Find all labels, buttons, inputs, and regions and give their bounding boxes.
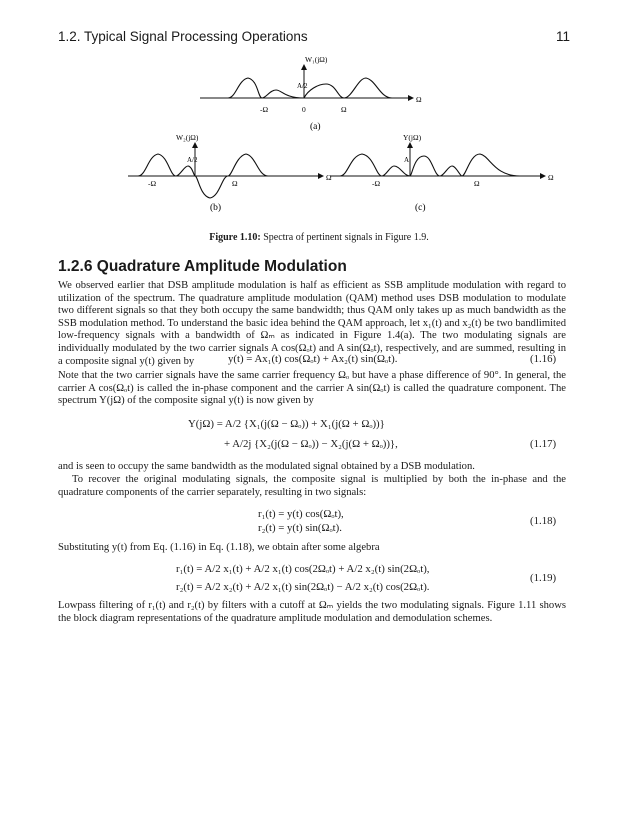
paragraph-carriers: Note that the two carrier signals have the same carrier frequency Ωₒ but have a phase difference of 90°. In general, the carrier A cos(Ωₒt) is called the in-phase component and the carrier A sin(Ωₒt) is called the quadrature component. The spectrum Y(jΩ) of the composite signal y(t) is now given by [58,370,566,407]
equation-1-19-number: (1.19) [530,572,557,584]
panel-b [128,133,332,213]
panel-b-amp: A/2 [187,156,198,164]
paragraph-bandwidth: and is seen to occupy the same bandwidth as the modulated signal obtained by a DSB modulation. [58,461,475,472]
panel-a-label: (a) [310,122,321,132]
figure-caption [0,232,638,243]
panel-c-axis-label: Ω [548,173,554,182]
page-number: 11 [556,29,571,44]
panel-a-axis-label: Ω [416,95,422,104]
panel-c-label: (c) [415,203,426,213]
figure-caption-label: Figure 1.10: [209,232,261,243]
panel-a-tick-pos: Ω [341,105,347,114]
panel-b-label: (b) [210,203,222,213]
panel-a-amp: A/2 [297,82,308,90]
panel-b-arrow-icon [318,173,324,179]
paragraph-intro: We observed earlier that DSB amplitude modulation is half as efficient as SSB amplitude modulation with regard to utilization of the spectrum. The quadrature amplitude modulation (QAM) method uses DSB modulation to modulate two different signals so that they both occupy the same bandwidth; thus QAM only takes up as much bandwidth as the SSB modulation method. To understand the basic idea behind the QAM approach, let x₁(t) and x₂(t) be two bandlimited low-frequency signals with a bandwidth of Ωₘ as indicated in Figure 1.4(a). The two modulating signals are individually modulated by the two carrier signals A cos(Ωₒt) and A sin(Ωₒt), respectively, and are summed, resulting in a composite signal y(t) given by [58,280,566,367]
panel-c-tick-pos: Ω [474,179,480,188]
equation-1-18-number: (1.18) [530,515,557,527]
paragraph-substitute: Substituting y(t) from Eq. (1.16) in Eq. (1.18), we obtain after some algebra [58,542,380,553]
panel-a [200,55,422,132]
panel-b-tick-neg: -Ω [148,179,157,188]
running-header: 1.2. Typical Signal Processing Operations [58,29,308,44]
panel-a-tick-zero: 0 [302,105,306,114]
panel-b-axis-label: Ω [326,173,332,182]
equation-1-16-number: (1.16) [530,353,557,365]
equation-1-18-line1: r₁(t) = y(t) cos(Ωₒt), [258,508,344,520]
figure-caption-text: Spectra of pertinent signals in Figure 1.9. [260,232,429,243]
paragraph-recover: To recover the original modulating signals, the composite signal is multiplied by both the in-phase and the quadrature components of the carrier separately, resulting in two signals: [58,474,566,498]
equation-1-19-line2: r₂(t) = A/2 x₂(t) + A/2 x₁(t) sin(2Ωₒt) − A/2 x₂(t) cos(2Ωₒt). [176,581,430,593]
panel-a-ylabel: W₁(jΩ) [305,55,328,64]
panel-c-ylabel: Y(jΩ) [403,133,422,142]
section-heading: 1.2.6 Quadrature Amplitude Modulation [58,258,347,275]
panel-a-tick-neg: -Ω [260,105,269,114]
panel-a-yarrow-icon [301,64,307,70]
panel-c-yarrow-icon [407,142,413,148]
panel-a-spectrum [228,78,392,98]
equation-1-17-line1: Y(jΩ) = A/2 {X₁(j(Ω − Ωₒ)) + X₁(j(Ω + Ωₒ))} [188,418,385,430]
equation-1-16: y(t) = Ax₁(t) cos(Ωₒt) + Ax₂(t) sin(Ωₒt). [228,353,398,365]
panel-b-ylabel: W₂(jΩ) [176,133,199,142]
spectra-figure [0,50,638,230]
panel-c-tick-neg: -Ω [372,179,381,188]
panel-b-tick-pos: Ω [232,179,238,188]
panel-c [330,133,554,213]
panel-c-spectrum [340,154,520,176]
panel-b-yarrow-icon [192,142,198,148]
panel-c-arrow-icon [540,173,546,179]
equation-1-18-line2: r₂(t) = y(t) sin(Ωₒt). [258,522,342,534]
paragraph-lowpass: Lowpass filtering of r₁(t) and r₂(t) by filters with a cutoff at Ωₘ yields the two modulating signals. Figure 1.11 shows the block diagram representations of the quadrature amplitude modulation and demodulation schemes. [58,600,566,624]
panel-a-arrow-icon [408,95,414,101]
equation-1-17-number: (1.17) [530,438,557,450]
panel-c-amp: A [404,156,410,164]
equation-1-19-line1: r₁(t) = A/2 x₁(t) + A/2 x₁(t) cos(2Ωₒt) + A/2 x₂(t) sin(2Ωₒt), [176,563,430,575]
equation-1-17-line2: + A/2j {X₂(j(Ω − Ωₒ)) − X₂(j(Ω + Ωₒ))}, [224,438,398,450]
